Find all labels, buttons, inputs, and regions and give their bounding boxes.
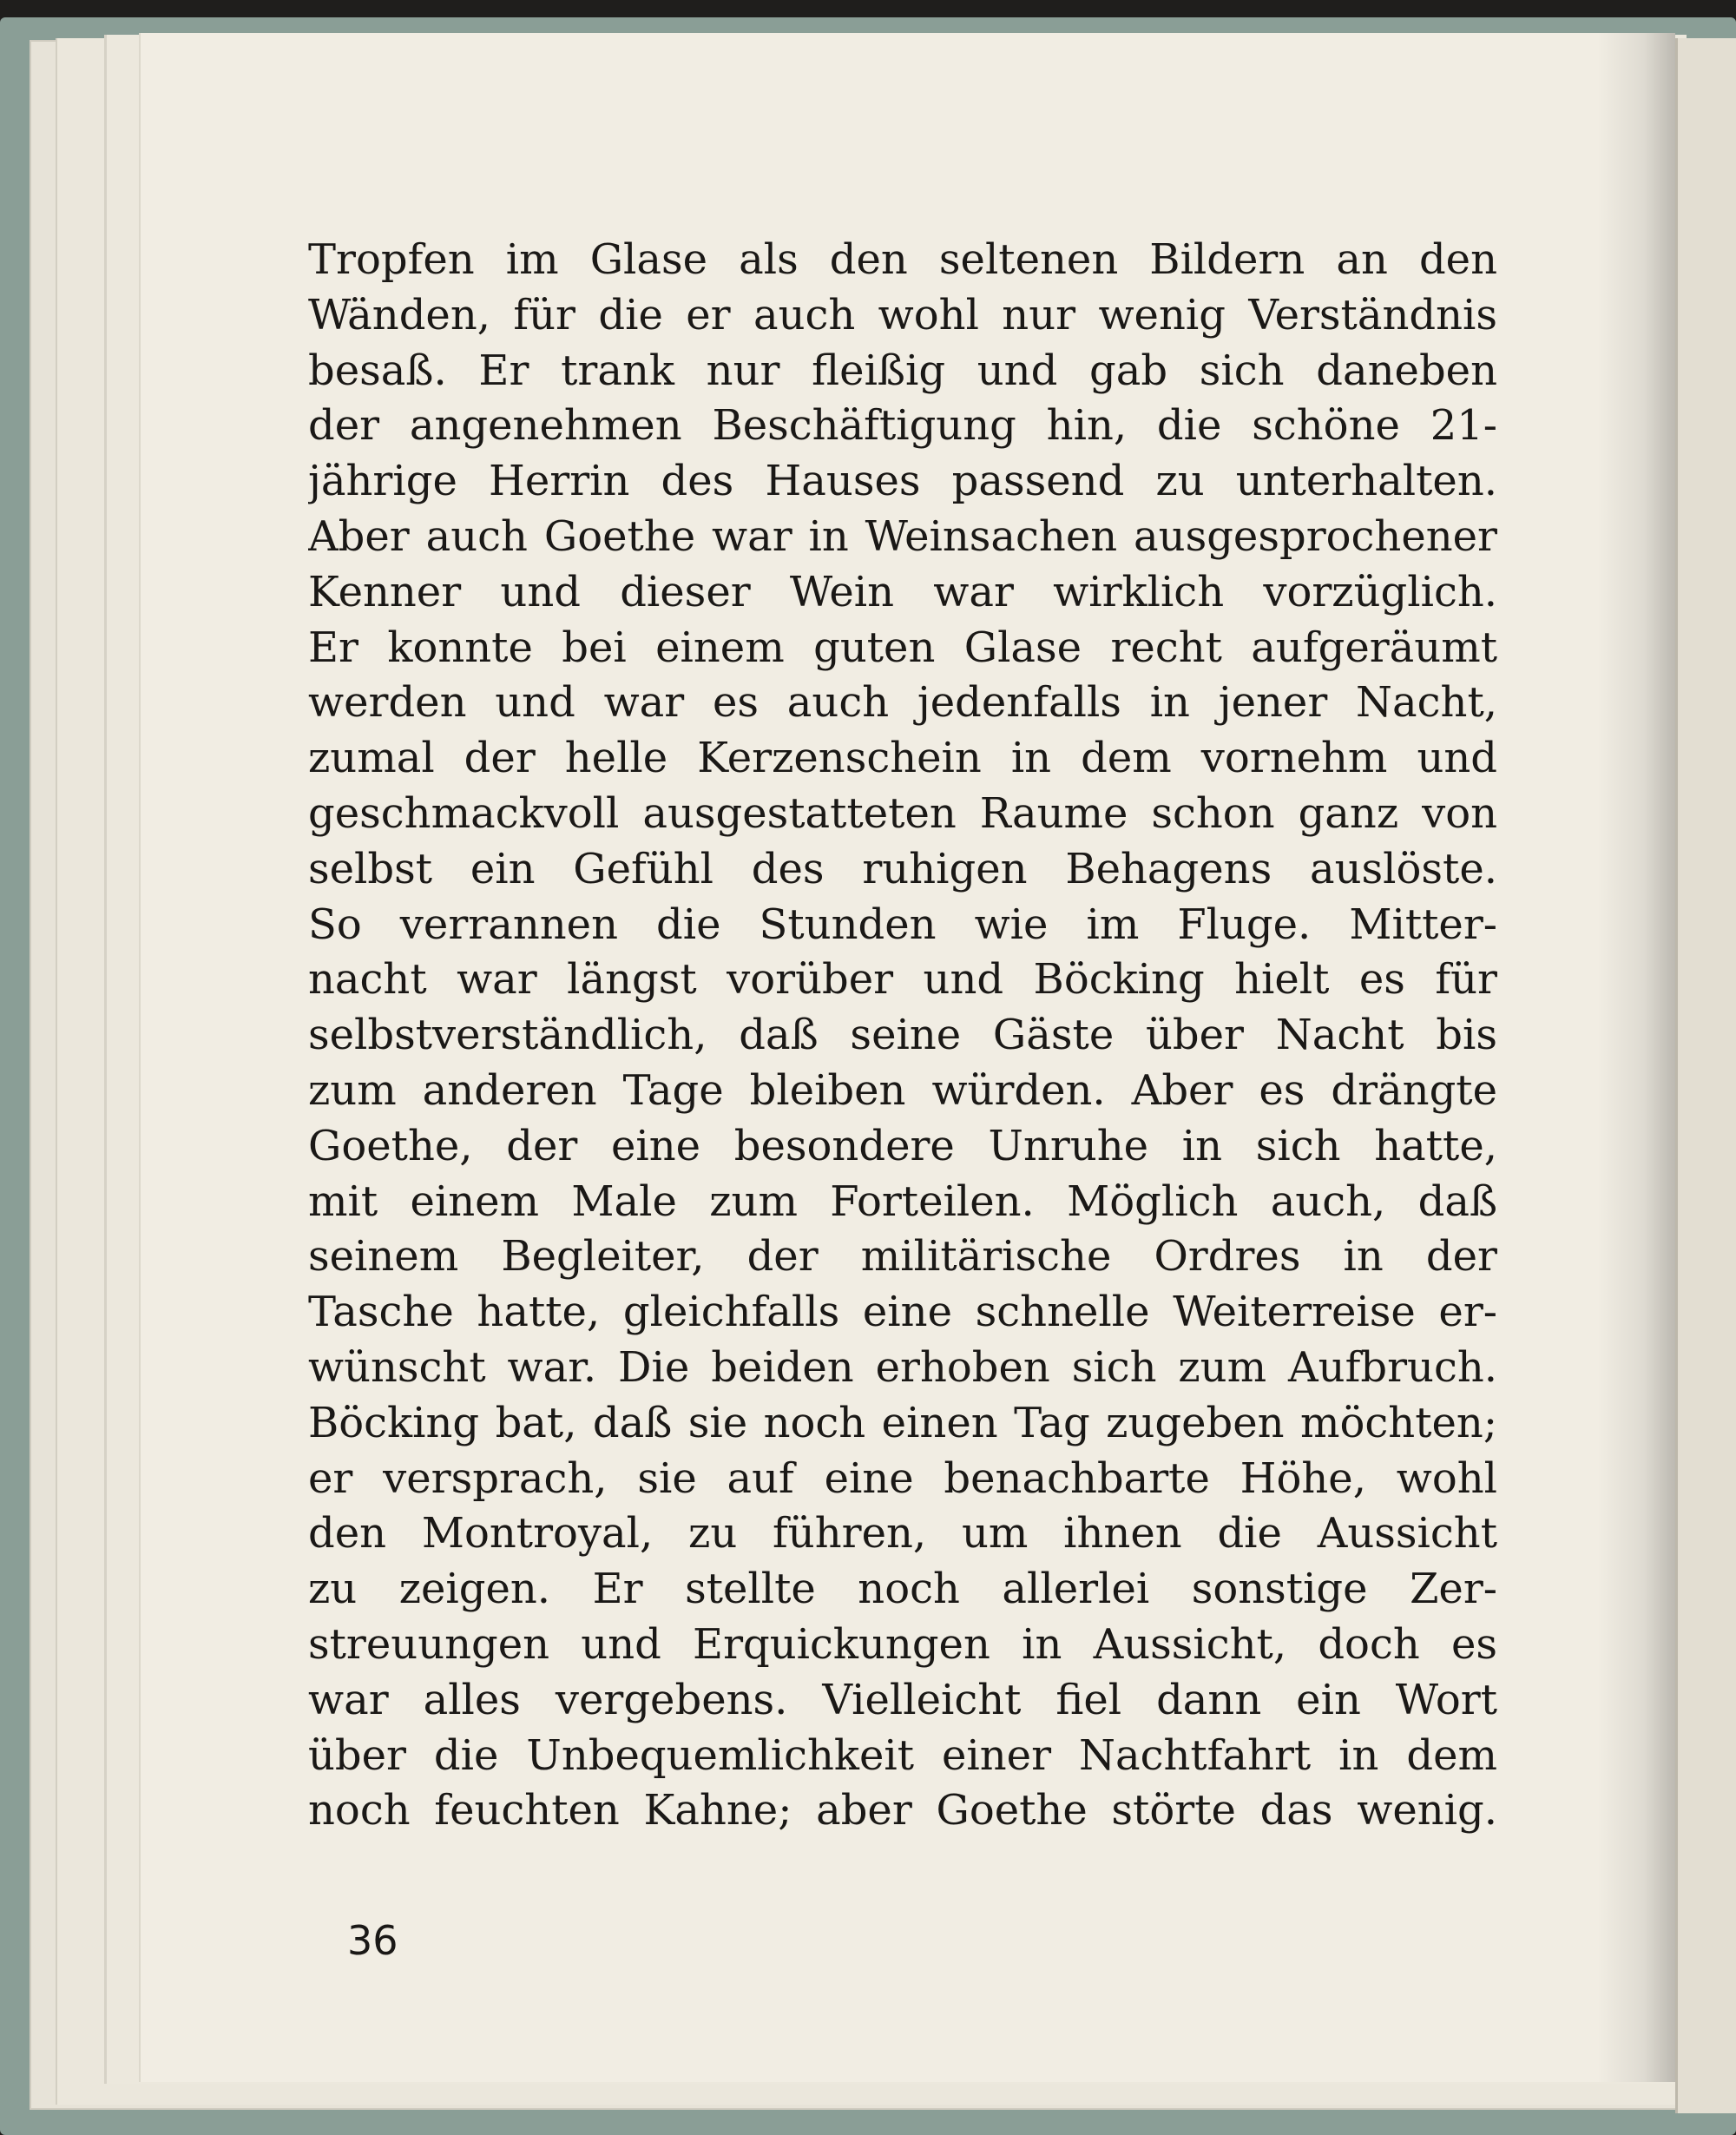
- text-line: jährige Herrin des Hauses passend zu unterhalten.: [308, 457, 1497, 506]
- facing-page-edge: [1675, 38, 1736, 2113]
- text-line: mit einem Male zum Forteilen. Möglich auch, daß: [308, 1176, 1497, 1226]
- gutter-shadow: [1597, 33, 1675, 2082]
- text-line: Tropfen im Glase als den seltenen Bildern an den: [308, 235, 1497, 284]
- text-line: über die Unbequemlichkeit einer Nachtfahrt in dem: [308, 1730, 1497, 1780]
- text-line: den Montroyal, zu führen, um ihnen die Aussicht: [308, 1509, 1497, 1558]
- text-line: nacht war längst vorüber und Böcking hielt es für: [308, 955, 1497, 1005]
- text-line: Tasche hatte, gleichfalls eine schnelle Weiterreise er-: [308, 1288, 1497, 1337]
- text-line: streuungen und Erquickungen in Aussicht, doch es: [308, 1619, 1497, 1669]
- text-line: der angenehmen Beschäftigung hin, die schöne 21-: [308, 401, 1497, 451]
- text-line: er versprach, sie auf eine benachbarte Höhe, wohl: [308, 1453, 1497, 1503]
- text-line: zum anderen Tage bleiben würden. Aber es drängte: [308, 1065, 1497, 1115]
- text-line: Kenner und dieser Wein war wirklich vorzüglich.: [308, 567, 1497, 616]
- text-line: Er konnte bei einem guten Glase recht aufgeräumt: [308, 623, 1497, 672]
- text-line: war alles vergebens. Vielleicht fiel dann ein Wort: [308, 1675, 1497, 1724]
- text-line: seinem Begleiter, der militärische Ordres in der: [308, 1232, 1497, 1282]
- text-line: werden und war es auch jedenfalls in jener Nacht,: [308, 678, 1497, 728]
- text-line: zu zeigen. Er stellte noch allerlei sonstige Zer-: [308, 1565, 1497, 1614]
- text-line: selbst ein Gefühl des ruhigen Behagens auslöste.: [308, 844, 1497, 893]
- text-line: besaß. Er trank nur fleißig und gab sich daneben: [308, 346, 1497, 395]
- text-line: So verrannen die Stunden wie im Fluge. Mitter-: [308, 899, 1497, 949]
- text-line: zumal der helle Kerzenschein in dem vornehm und: [308, 734, 1497, 783]
- text-line: Aber auch Goethe war in Weinsachen ausgesprochener: [308, 511, 1497, 561]
- text-line: noch feuchten Kahne; aber Goethe störte das wenig.: [308, 1786, 1497, 1835]
- text-line: Böcking bat, daß sie noch einen Tag zugeben möchten;: [308, 1398, 1497, 1447]
- page-number: 36: [347, 1917, 398, 1964]
- body-text: [308, 233, 1497, 1839]
- text-line: Goethe, der eine besondere Unruhe in sich hatte,: [308, 1121, 1497, 1170]
- text-line: geschmackvoll ausgestatteten Raume schon ganz von: [308, 788, 1497, 838]
- text-line: selbstverständlich, daß seine Gäste über Nacht bis: [308, 1011, 1497, 1060]
- text-line: wünscht war. Die beiden erhoben sich zum Aufbruch.: [308, 1342, 1497, 1392]
- text-line: Wänden, für die er auch wohl nur wenig Verständnis: [308, 290, 1497, 339]
